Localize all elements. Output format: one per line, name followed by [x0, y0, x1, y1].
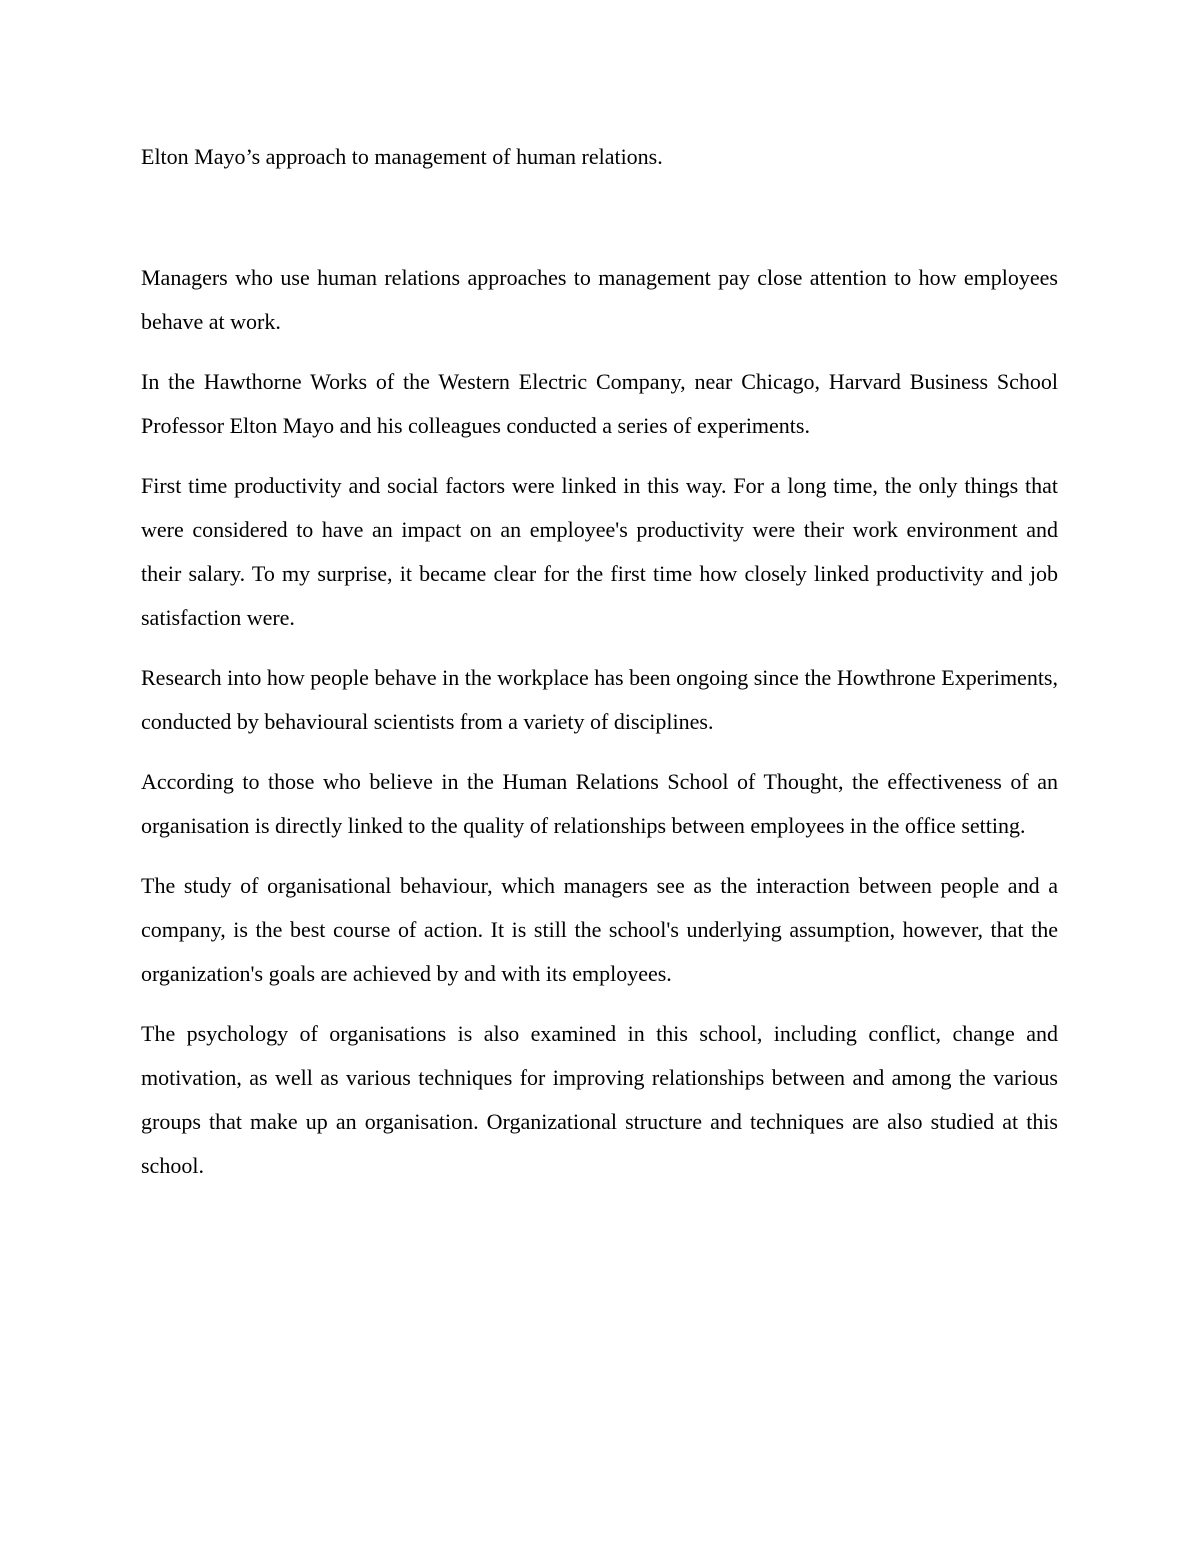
- paragraph: In the Hawthorne Works of the Western Electric Company, near Chicago, Harvard Business School Professor Elton Mayo and his colleagues conducted a series of experiments.: [141, 369, 1058, 438]
- document-title: Elton Mayo’s approach to management of human relations.: [141, 144, 663, 169]
- paragraph: The psychology of organisations is also examined in this school, including conflict, change and motivation, as well as various techniques for improving relationships between and among the various groups that make up an organisation. Organizational structure and techniques are also studied at this school.: [141, 1021, 1058, 1178]
- paragraph: The study of organisational behaviour, which managers see as the interaction between people and a company, is the best course of action. It is still the school's underlying assumption, however, that the organization's goals are achieved by and with its employees.: [141, 873, 1058, 986]
- paragraph: According to those who believe in the Human Relations School of Thought, the effectiveness of an organisation is directly linked to the quality of relationships between employees in the office setting.: [141, 769, 1058, 838]
- paragraph: First time productivity and social factors were linked in this way. For a long time, the only things that were considered to have an impact on an employee's productivity were their work environment and their salary. To my surprise, it became clear for the first time how closely linked productivity and job satisfaction were.: [141, 473, 1058, 630]
- paragraph: Managers who use human relations approaches to management pay close attention to how employees behave at work.: [141, 265, 1058, 334]
- document-body: [141, 256, 1058, 1204]
- paragraph: Research into how people behave in the workplace has been ongoing since the Howthrone Experiments, conducted by behavioural scientists from a variety of disciplines.: [141, 665, 1058, 734]
